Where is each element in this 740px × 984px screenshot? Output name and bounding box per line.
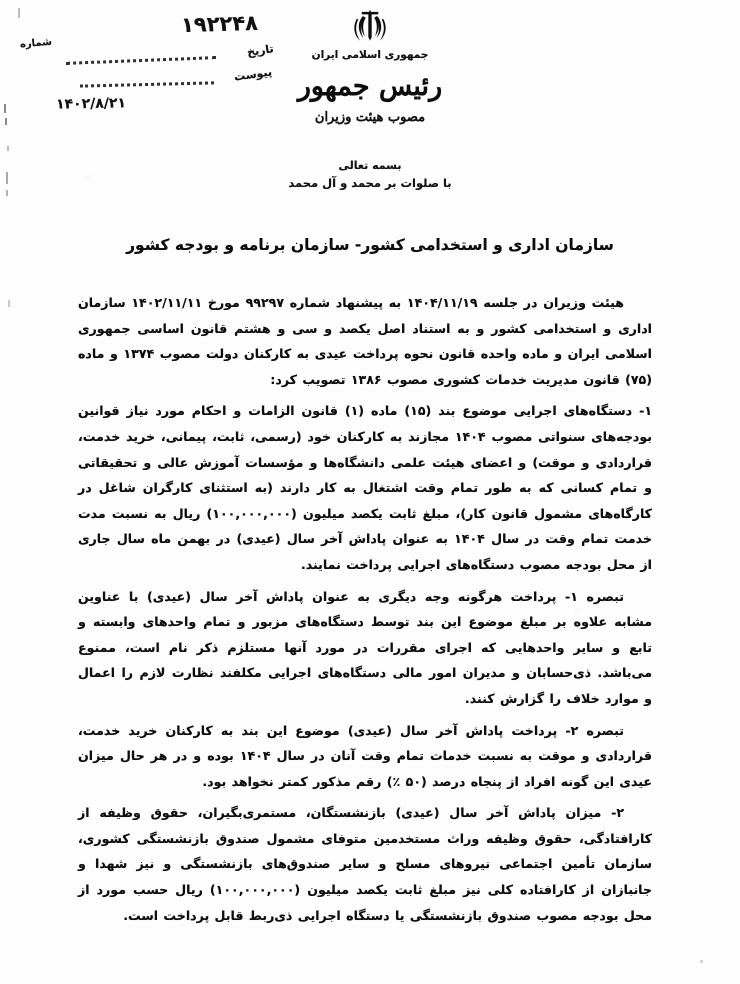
registration-number: ۱۹۲۲۴۸ [180,10,259,38]
organization-name: جمهوری اسلامی ایران [311,49,429,61]
stamp-label-date: تاریخ [246,42,275,59]
body-paragraph: هیئت وزیران در جلسه ۱۴۰۴/۱۱/۱۹ به پیشنهاد شماره ۹۹۲۹۷ مورخ ۱۴۰۲/۱۱/۱۱ سازمان اداری و استخدامی کشور و به استناد اصل یکصد و سی و هشتم قانون اساسی جمهوری اسلامی ایران و ماده واحده قانون نحوه پرداخت عیدی به کارکنان دولت مصوب ۱۳۷۴ و ماده (۷۵) قانون مدیریت خدمات کشوری مصوب ۱۳۸۶ تصویب کرد: [78,295,652,387]
iran-national-emblem-icon [349,6,391,48]
scan-speck [6,190,8,196]
document-body [78,290,652,934]
president-title: رئیس جمهور [297,71,443,102]
stamp-label-attachment: پیوست [233,65,273,84]
scan-speck [8,300,10,307]
scan-speck [700,960,703,963]
body-paragraph: ۲- میزان پاداش آخر سال (عیدی) بازنشستگان، مستمری‌بگیران، حقوق وظیفه از کارافتادگی، حقوق وظیفه وراث مستخدمین متوفای مشمول صندوق بازنشستگی کشوری، سازمان تأمین اجتماعی نیروهای مسلح و سایر صندوق‌های بازنشستگی و نیز شهدا و جانبازان از کارافتاده کلی نیز مبلغ ثابت یکصد میلیون (۱۰۰,۰۰۰,۰۰۰) ریال حسب مورد از محل بودجه مصوب صندوق بازنشستگی یا دستگاه اجرایی ذی‌ربط قابل پرداخت است. [78,805,652,923]
basmala-text: بسمه تعالی [338,159,402,172]
body-paragraph: تبصره ۲- پرداخت پاداش آخر سال (عیدی) موضوع این بند به کارکنان خرید خدمت، قراردادی و موقت به نسبت خدمات تمام وقت آنان در سال ۱۴۰۴ بوده و در هر حال میزان عیدی این گونه افراد از پنجاه درصد (۵۰ ٪) رقم مذکور کمتر نخواهد بود. [78,722,652,789]
stamp-label-number: شماره [19,36,53,51]
registration-date: ۱۴۰۲/۸/۲۱ [55,95,127,113]
body-paragraph: تبصره ۱- پرداخت هرگونه وجه دیگری به عنوان پاداش آخر سال (عیدی) با عناوین مشابه علاوه بر مبلغ موضوع این بند توسط دستگاه‌های مزبور و تمام واحدهای وابسته و تابع و سایر واحدهایی که اجرای مقررات در مورد آنها مستلزم ذکر نام است، ممنوع می‌باشد. ذی‌حسابان و مدیران امور مالی دستگاه‌های اجرایی مکلفند نظارت لازم را اعمال و موارد خلاف را گزارش کنند. [78,588,652,706]
letterhead [0,6,740,190]
addressee-line: سازمان اداری و استخدامی کشور- سازمان برنامه و بودجه کشور [126,236,614,254]
salavat-text: با صلوات بر محمد و آل محمد [288,176,452,190]
body-paragraph: ۱- دستگاه‌های اجرایی موضوع بند (۱۵) ماده (۱) قانون الزامات و احکام مورد نیاز قوانین بودجه‌های سنواتی مصوب ۱۴۰۴ مجازند به کارکنان خود (رسمی، ثابت، پیمانی، خرید خدمت، قراردادی و موقت) و اعضای هیئت علمی دانشگاه‌ها و مؤسسات آموزش عالی و تحقیقاتی و تمام کسانی که به طور تمام وقت اشتغال به کار دارند (به استثنای کارگران شاغل در کارگاه‌های مشمول قانون کار)، مبلغ ثابت یکصد میلیون (۱۰۰,۰۰۰,۰۰۰) ریال به نسبت مدت خدمت تمام وقت در سال ۱۴۰۴ به عنوان پاداش آخر سال (عیدی) در بهمن ماه سال جاری از محل بودجه مصوب دستگاه‌های اجرایی پرداخت نمایند. [78,403,652,572]
cabinet-approval-line: مصوب هیئت وزیران [314,110,426,125]
